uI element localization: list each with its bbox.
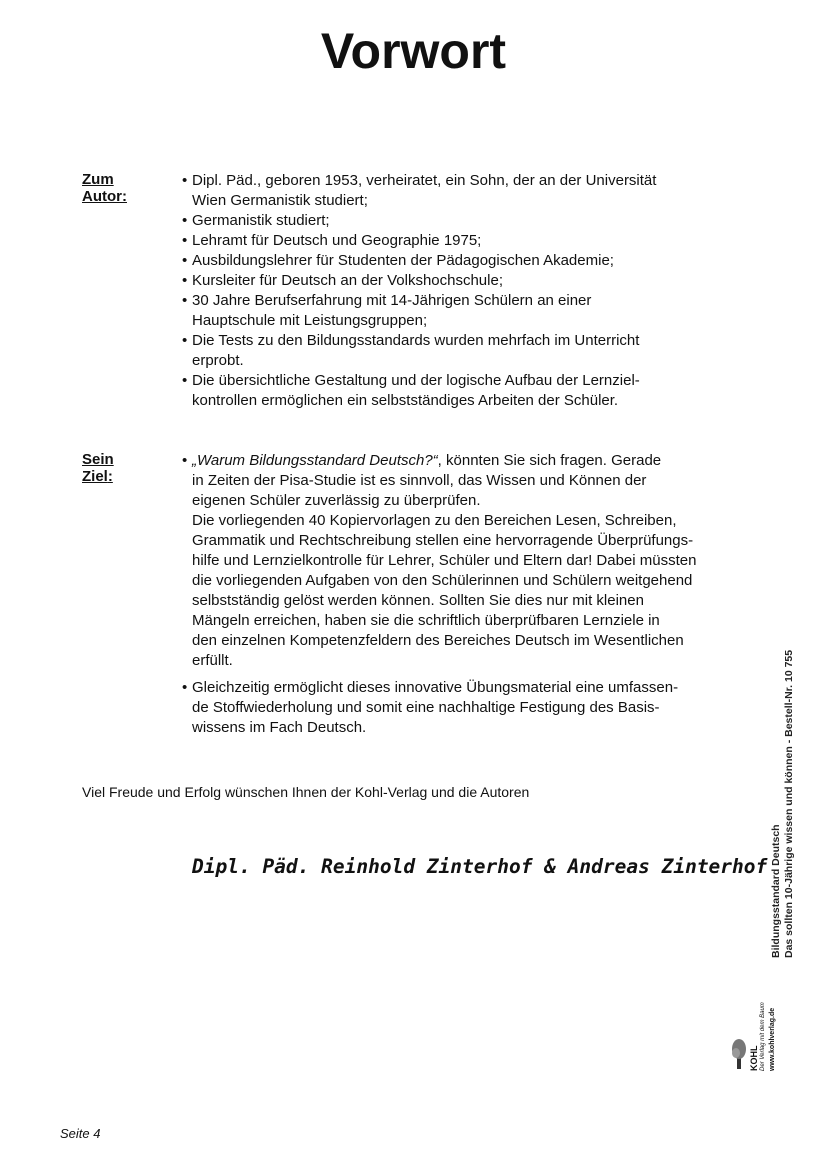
logo-tagline: Der Verlag mit dem Baum xyxy=(760,1002,766,1071)
author-signature: Dipl. Päd. Reinhold Zinterhof & Andreas Zinterhof xyxy=(192,855,768,878)
author-bullet: • Lehramt für Deutsch und Geographie 1975; xyxy=(182,231,762,251)
side-series-title: Bildungsstandard Deutsch xyxy=(770,824,782,958)
goal-question: „Warum Bildungsstandard Deutsch?“ xyxy=(192,452,438,469)
author-bullet: • 30 Jahre Berufserfahrung mit 14-Jährigen Schülern an einer Hauptschule mit Leistungsgruppen; xyxy=(182,291,762,331)
goal-label: Sein Ziel: xyxy=(82,451,114,485)
closing-text: Viel Freude und Erfolg wünschen Ihnen der Kohl-Verlag und die Autoren xyxy=(82,784,530,800)
author-bullet: • Die Tests zu den Bildungsstandards wurden mehrfach im Unterricht erprobt. xyxy=(182,331,762,371)
author-label: Zum Autor: xyxy=(82,171,127,205)
tree-icon xyxy=(732,1039,746,1069)
page-number: Seite 4 xyxy=(60,1126,101,1141)
publisher-logo xyxy=(732,1003,782,1071)
side-book-info xyxy=(770,548,810,1068)
author-bullet: • Die übersichtliche Gestaltung und der logische Aufbau der Lernziel- kontrollen ermöglichen ein selbstständiges Arbeiten der Schüler. xyxy=(182,371,762,411)
author-bullet: • Ausbildungslehrer für Studenten der Pädagogischen Akademie; xyxy=(182,251,762,271)
author-bullet: • Kursleiter für Deutsch an der Volkshochschule; xyxy=(182,271,762,291)
page-title: Vorwort xyxy=(320,23,507,79)
goal-bullet: • Gleichzeitig ermöglicht dieses innovative Übungsmaterial eine umfassen- de Stoffwiederholung und somit eine nachhaltige Festigung des Basis- wissens im Fach Deutsch. xyxy=(182,678,772,738)
logo-url: www.kohlverlag.de xyxy=(769,1007,776,1071)
author-bullet-list xyxy=(182,171,762,411)
author-bullet: • Dipl. Päd., geboren 1953, verheiratet, ein Sohn, der an der Universität Wien Germanistik studiert; xyxy=(182,171,762,211)
goal-bullet-list xyxy=(182,451,772,738)
goal-bullet: • „Warum Bildungsstandard Deutsch?“, könnten Sie sich fragen. Gerade in Zeiten der Pisa-Studie ist es sinnvoll, das Wissen und Können der eigenen Schüler zuverlässig zu überprüfen. Die vorliegenden 40 Kopiervorlagen zu den Bereichen Lesen, Schreiben, Grammatik und Rechtschreibung stellen eine hervorragende Überprüfungs- hilfe und Lernzielkontrolle für Lehrer, Schüler und Eltern dar! Dabei müssten die vorliegenden Aufgaben von den Schülerinnen und Schülern weitgehend selbstständig gelöst werden können. Sollten Sie dies nur mit kleinen Mängeln erreichen, haben sie die schriftlich überprüfbaren Lernziele in den einzelnen Kompetenzfeldern des Bereiches Deutsch im Wesentlichen erfüllt. xyxy=(182,451,772,671)
side-order-info: Das sollten 10-Jährige wissen und können - Bestell-Nr. 10 755 xyxy=(783,649,795,958)
author-bullet: • Germanistik studiert; xyxy=(182,211,762,231)
logo-brand: KOHL xyxy=(749,1045,759,1071)
